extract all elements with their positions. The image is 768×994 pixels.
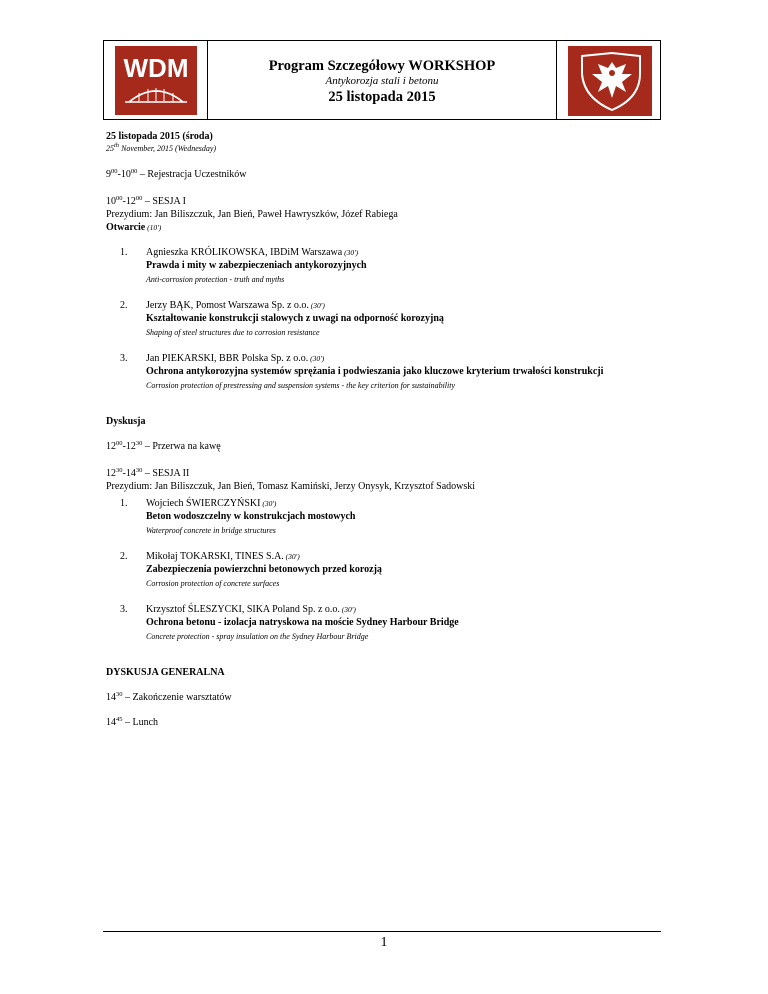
- program-content: [106, 130, 666, 729]
- page-number: 1: [380, 935, 388, 950]
- session1-opening: Otwarcie (10'): [106, 222, 162, 233]
- lunch-line: $14^{45}$ – Lunch: [106, 716, 159, 728]
- session2-presidium: Prezydium: Jan Biliszczuk, Jan Bień, Tomasz Kamiński, Jerzy Onysyk, Krzysztof Sadowski: [106, 481, 476, 492]
- session1-item-1: 1. Agnieszka KRÓLIKOWSKA, IBDiM Warszawa (30') Prawda i mity w zabezpieczeniach antykorozyjnych Anti-corrosion protection - truth and myths: [120, 247, 367, 284]
- svg-text:WDM: WDM: [123, 53, 189, 83]
- general-discussion-heading: DYSKUSJA GENERALNA: [106, 667, 225, 678]
- session1-item-3: 3. Jan PIEKARSKI, BBR Polska Sp. z o.o. (30') Ochrona antykorozyjna systemów sprężania i podwieszania jako kluczowe kryterium trwałości konstrukcji Corrosion protection of prestressing and suspension systems - the key criterion for sustainability: [120, 353, 604, 390]
- footer-rule: [103, 931, 661, 932]
- header-subtitle: Antykorozja stali i betonu: [325, 75, 439, 87]
- document-header: [103, 40, 661, 120]
- header-right-logo-cell: [556, 41, 660, 119]
- coffee-break-line: $12^{00}-12^{30}$ – Przerwa na kawę: [106, 440, 221, 452]
- university-eagle-logo: [568, 46, 652, 116]
- session2-time: $12^{30}-14^{30}$ – SESJA II: [106, 467, 190, 479]
- day-heading-english: 25th November, 2015 (Wednesday): [106, 142, 217, 153]
- discussion-heading: Dyskusja: [106, 416, 146, 427]
- session2-item-2: 2. Mikołaj TOKARSKI, TINES S.A. (30') Zabezpieczenia powierzchni betonowych przed korozją Corrosion protection of concrete surfaces: [120, 551, 382, 588]
- session1-item-2: 2. Jerzy BĄK, Pomost Warszawa Sp. z o.o. (30') Kształtowanie konstrukcji stalowych z uwagi na odporność korozyjną Shaping of steel structures due to corrosion resistance: [120, 300, 444, 337]
- header-date: 25 listopada 2015: [328, 89, 436, 105]
- header-title-cell: [208, 41, 556, 119]
- session1-presidium: Prezydium: Jan Biliszczuk, Jan Bień, Paweł Hawryszków, Józef Rabiega: [106, 209, 398, 220]
- day-heading: 25 listopada 2015 (środa): [106, 131, 213, 142]
- wdm-logo: [115, 46, 197, 115]
- header-title: Program Szczegółowy WORKSHOP: [268, 58, 496, 74]
- session1-time: $10^{00}-12^{00}$ – SESJA I: [106, 195, 186, 207]
- session2-item-3: 3. Krzysztof ŚLESZYCKI, SIKA Poland Sp. z o.o. (30') Ochrona betonu - izolacja natryskowa na moście Sydney Harbour Bridge Concrete protection - spray insulation on the Sydney Harbour Bridge: [120, 604, 459, 641]
- registration-line: $9^{00}-10^{00}$ – Rejestracja Uczestników: [106, 168, 247, 180]
- closing-line: $14^{30}$ – Zakończenie warsztatów: [106, 691, 232, 703]
- header-left-logo-cell: [104, 41, 208, 119]
- session2-item-1: 1. Wojciech ŚWIERCZYŃSKI (30') Beton wodoszczelny w konstrukcjach mostowych Waterproof concrete in bridge structures: [120, 498, 356, 535]
